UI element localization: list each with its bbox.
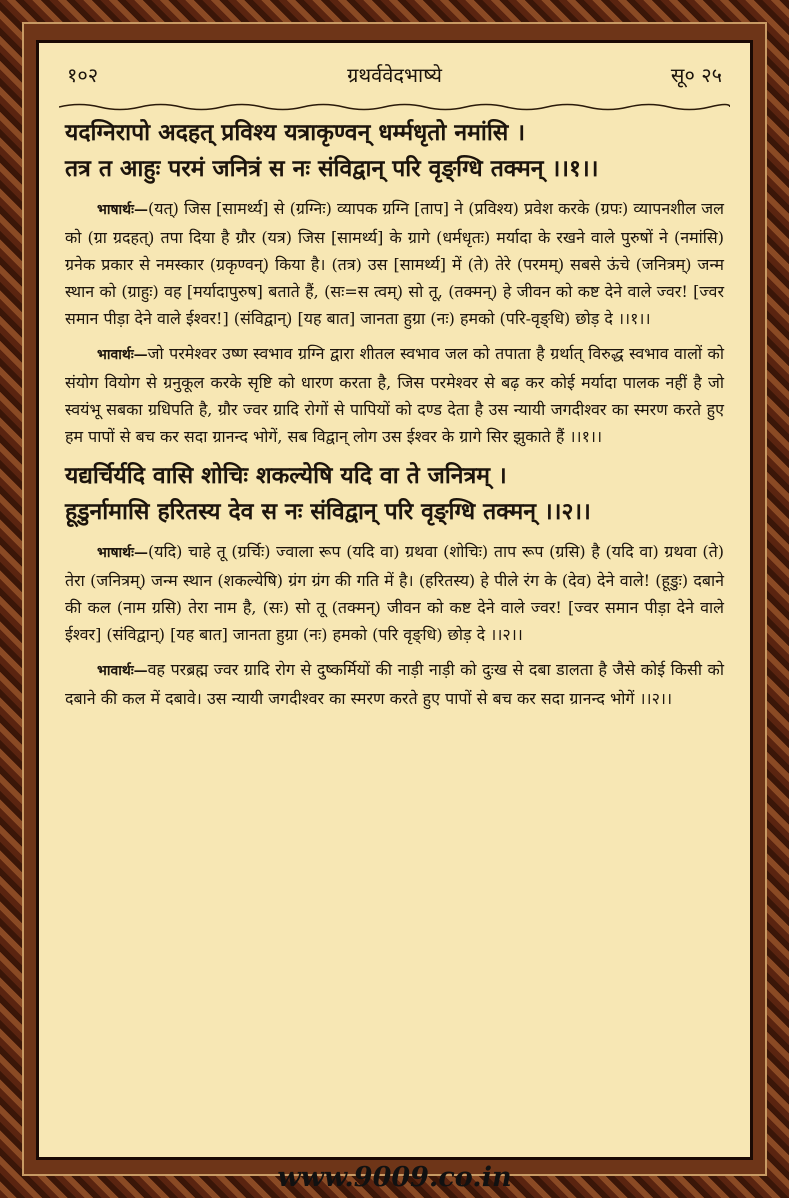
bhavartha-text: जो परमेश्वर उष्ण स्वभाव ग्रग्नि द्वारा शीतल स्वभाव जल को तपाता है ग्रर्थात् विरुद्ध स्वभाव वालों को संयोग वियोग से ग्रनुकूल करके सृष्टि को धारण करता है, जिस परमेश्वर से बढ़ कर कोई मर्यादा पालक नहीं है जो स्वयंभू सबका ग्रधिपति है, ग्रौर ज्वर ग्रादि रोगों से पापियों को दण्ड देता है उस न्यायी जगदीश्वर का स्मरण करते हुए हम पापों से बच कर सदा ग्रानन्द भोगें, सब विद्वान् लोग उस ईश्वर के ग्रागे सिर झुकाते हैं ।।१।। (65, 344, 724, 446)
bhashartha-1 (65, 195, 724, 332)
bhashartha-label: भाषार्थः— (97, 545, 148, 561)
bhavartha-text: वह परब्रह्म ज्वर ग्रादि रोग से दुष्कर्मियों की नाड़ी नाड़ी को दुःख से दबा डालता है जैसे कोई किसी को दबाने की कल में दबावे। उस न्यायी जगदीश्वर का स्मरण करते हुए पापों से बच कर सदा ग्रानन्द भोगें ।।२।। (65, 660, 724, 708)
bhavartha-1 (65, 340, 724, 450)
bhashartha-2 (65, 538, 724, 648)
header-divider (59, 97, 730, 107)
book-page (36, 40, 753, 1160)
bhavartha-2 (65, 656, 724, 712)
bhashartha-text: (यत्) जिस [सामर्थ्य] से (ग्रग्निः) व्यापक ग्रग्नि [ताप] ने (प्रविश्य) प्रवेश करके (ग्रपः) व्यापनशील जल को (ग्रा ग्रदहत्) तपा दिया है ग्रौर (यत्र) जिस [सामर्थ्य] के ग्रागे (धर्मधृतः) मर्यादा के रखने वाले पुरुषों ने (नमांसि) ग्रनेक प्रकार से नमस्कार (ग्रकृण्वन्) किया है। (तत्र) उस [सामर्थ्य] में (ते) तेरे (परमम्) सबसे ऊंचे (जनित्रम्) जन्म स्थान को (ग्राहुः) वह [मर्यादापुरुष] बताते हैं, (सः=स त्वम्) सो तू, (तक्मन्) हे जीवन को कष्ट देने वाले ज्वर! [ज्वर समान पीड़ा देने वाले ईश्वर!] (संविद्वान्) [यह बात] जानता हुग्रा (नः) हमको (परि-वृङ्धि) छोड़ दे ।।१।। (65, 199, 724, 328)
mantra-2-line-1: यद्यर्चिर्यदि वासि शोचिः शकल्येषि यदि वा ते जनित्रम् । (65, 462, 507, 489)
page-number: १०२ (67, 63, 99, 87)
website-watermark: www.9009.co.in (277, 1162, 512, 1193)
mantra-1-line-2: तत्र त आहुः परमं जनित्रं स नः संविद्वान् परि वृङ्ग्धि तक्मन् ।।१।। (65, 155, 599, 182)
page-content (65, 115, 724, 712)
book-title: ग्रथर्ववेदभाष्ये (347, 63, 442, 87)
mantra-1-line-1: यदग्निरापो अदहत् प्रविश्य यत्राकृण्वन् धर्म्मधृतो नमांसि । (65, 119, 526, 146)
bhavartha-label: भावार्थः— (97, 663, 148, 679)
bhavartha-label: भावार्थः— (97, 347, 148, 363)
bhashartha-text: (यदि) चाहे तू (ग्रर्चिः) ज्वाला रूप (यदि वा) ग्रथवा (शोचिः) ताप रूप (ग्रसि) है (यदि वा) ग्रथवा (ते) तेरा (जनित्रम्) जन्म स्थान (शकल्येषि) ग्रंग ग्रंग की गति में है। (हरितस्य) हे पीले रंग के (देव) देने वाले! (हूडुः) दबाने की कल (नाम ग्रसि) तेरा नाम है, (सः) सो तू (तक्मन्) जीवन को कष्ट देने वाले ज्वर! [ज्वर समान पीड़ा देने वाले ईश्वर] (संविद्वान्) [यह बात] जानता हुग्रा (नः) हमको (परि वृङ्धि) छोड़ दे ।।२।। (65, 542, 724, 644)
bhashartha-label: भाषार्थः— (97, 202, 148, 218)
page-header (67, 61, 722, 91)
sukta-number: सू० २५ (670, 63, 722, 87)
mantra-2-line-2: हूडुर्नामासि हरितस्य देव स नः संविद्वान् परि वृङ्ग्धि तक्मन् ।।२।। (65, 498, 591, 525)
